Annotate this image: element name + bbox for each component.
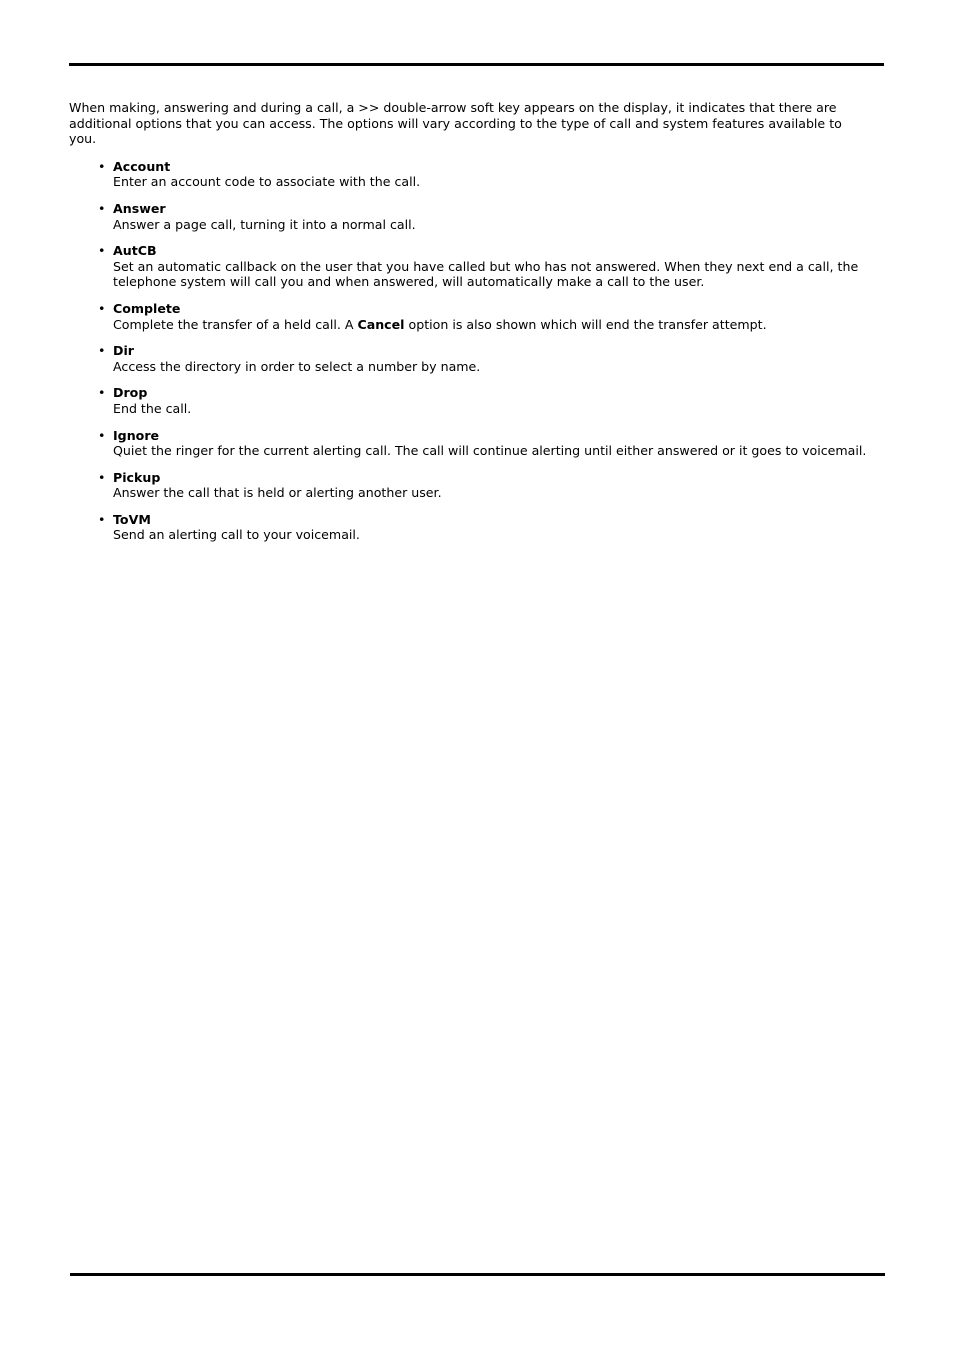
option-term: • Complete	[113, 300, 181, 316]
intro-paragraph: When making, answering and during a call, a >> double-arrow soft key appears on the display, it indicates that there are additional options that you can access. The options will vary according to the type of call and system features available to you.	[69, 100, 842, 147]
option-description: End the call.	[113, 400, 192, 416]
list-item-ignore	[69, 428, 869, 459]
option-description: Send an alerting call to your voicemail.	[113, 527, 360, 543]
option-term: • AutCB	[113, 243, 157, 259]
option-description: Enter an account code to associate with the call.	[113, 174, 421, 190]
option-description	[113, 317, 869, 333]
option-description: Quiet the ringer for the current alerting call. The call will continue alerting until either answered or it goes to voicemail.	[113, 443, 867, 459]
options-list	[69, 159, 869, 543]
option-term: • Ignore	[113, 427, 160, 443]
option-term: • Pickup	[113, 469, 161, 485]
cancel-option-name: Cancel	[357, 316, 405, 332]
list-item-tovm	[69, 512, 869, 543]
list-item-autcb	[69, 243, 869, 290]
list-item-pickup	[69, 470, 869, 501]
option-term: • Answer	[113, 200, 166, 216]
option-description: Set an automatic callback on the user that you have called but who has not answered. When they next end a call, the telephone system will call you and when answered, will automatically make a call to the user.	[113, 258, 859, 290]
description-text: option is also shown which will end the transfer attempt.	[404, 316, 767, 332]
description-text: Complete the transfer of a held call. A	[113, 316, 358, 332]
list-item-answer	[69, 201, 869, 232]
option-term: • ToVM	[113, 511, 151, 527]
page-content	[69, 100, 869, 554]
list-item-account	[69, 159, 869, 190]
footer-rule	[70, 1273, 885, 1276]
option-term: • Drop	[113, 385, 148, 401]
option-term: • Dir	[113, 343, 134, 359]
option-description: Answer a page call, turning it into a normal call.	[113, 216, 416, 232]
list-item-drop	[69, 385, 869, 416]
header-rule	[69, 63, 884, 66]
list-item-complete	[69, 301, 869, 332]
list-item-dir	[69, 343, 869, 374]
option-term: • Account	[113, 158, 171, 174]
option-description: Answer the call that is held or alerting another user.	[113, 485, 442, 501]
option-description: Access the directory in order to select a number by name.	[113, 358, 481, 374]
